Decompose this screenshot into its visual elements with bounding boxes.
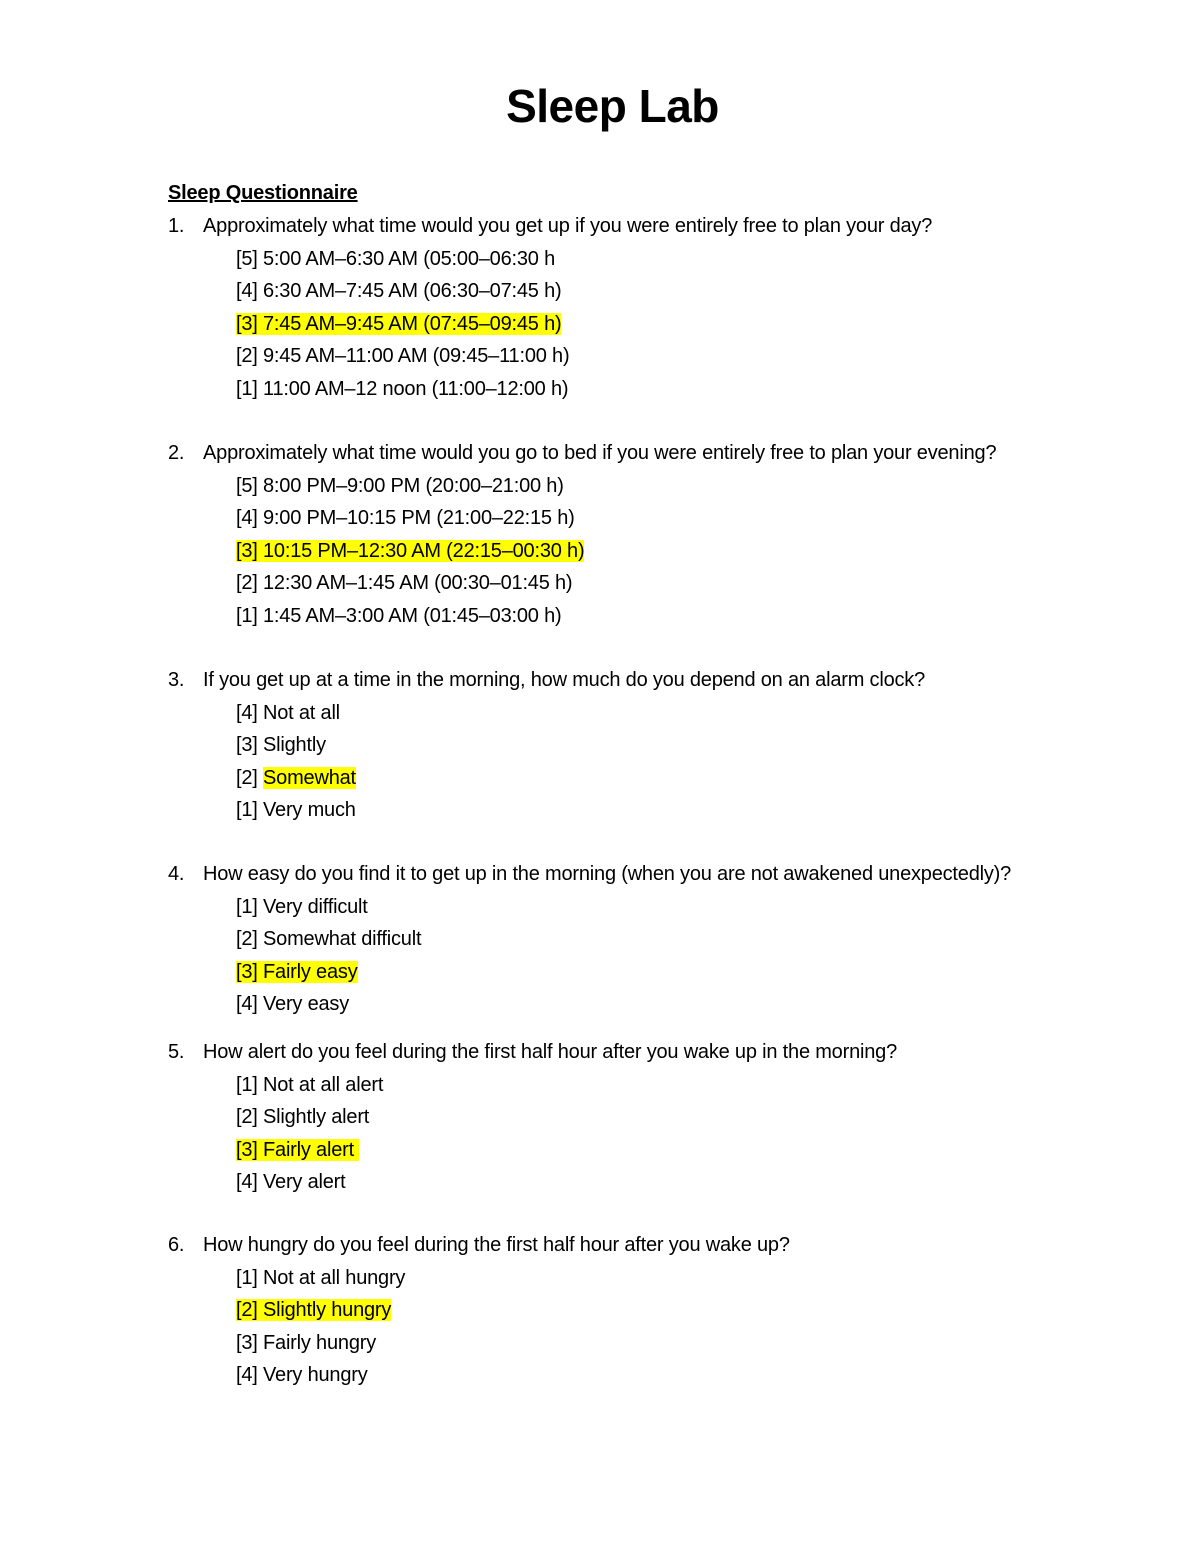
question-number: 3. <box>168 669 185 691</box>
question-number: 4. <box>168 863 185 885</box>
question-number: 2. <box>168 442 185 464</box>
answer-option <box>236 1362 368 1388</box>
option-label: Fairly easy <box>263 960 358 983</box>
option-score: [1] <box>236 1266 258 1289</box>
answer-option <box>236 765 356 791</box>
option-label: Very easy <box>263 993 350 1015</box>
option-score: [3] <box>236 1331 258 1354</box>
option-score: [2] <box>236 928 258 950</box>
answer-option <box>236 1169 345 1195</box>
option-score: [3] <box>236 960 258 983</box>
option-score: [4] <box>236 507 258 529</box>
option-score: [4] <box>236 1171 258 1193</box>
option-label: 10:15 PM–12:30 AM (22:15–00:30 h) <box>263 539 585 562</box>
option-score: [4] <box>236 1364 258 1386</box>
answer-option <box>236 1330 376 1356</box>
answer-option <box>236 1297 391 1323</box>
option-label: 11:00 AM–12 noon (11:00–12:00 h) <box>263 377 569 400</box>
option-score: [5] <box>236 474 258 497</box>
answer-option <box>236 603 561 629</box>
option-label: Not at all <box>263 701 340 724</box>
option-label: 12:30 AM–1:45 AM (00:30–01:45 h) <box>263 572 573 594</box>
option-score: [4] <box>236 280 258 302</box>
answer-option <box>236 991 349 1017</box>
question-text: If you get up at a time in the morning, how much do you depend on an alarm clock? <box>203 669 926 691</box>
option-label: 1:45 AM–3:00 AM (01:45–03:00 h) <box>263 604 562 627</box>
answer-option <box>236 311 561 337</box>
option-score: [4] <box>236 701 258 724</box>
option-score: [2] <box>236 572 258 594</box>
option-label: 5:00 AM–6:30 AM (05:00–06:30 h <box>263 247 555 270</box>
option-score: [2] <box>236 345 258 367</box>
option-label: 8:00 PM–9:00 PM (20:00–21:00 h) <box>263 474 564 497</box>
option-label: Fairly alert <box>263 1138 360 1161</box>
option-label: Fairly hungry <box>263 1331 376 1354</box>
option-score: [1] <box>236 604 258 627</box>
option-label: Slightly <box>263 734 326 756</box>
question-number: 5. <box>168 1041 185 1063</box>
selected-answer-highlight <box>236 540 584 562</box>
question-text: How alert do you feel during the first half hour after you wake up in the morning? <box>203 1041 898 1063</box>
option-label: Very much <box>263 799 356 821</box>
option-score: [1] <box>236 377 258 400</box>
option-score: [3] <box>236 734 258 756</box>
option-score: [1] <box>236 799 258 821</box>
answer-option <box>236 894 368 920</box>
answer-option <box>236 797 356 823</box>
option-label: Slightly hungry <box>263 1299 392 1321</box>
selected-answer-highlight <box>236 961 358 983</box>
option-score: [1] <box>236 1073 258 1096</box>
selected-answer-highlight <box>236 1299 391 1321</box>
option-label: Very hungry <box>263 1364 368 1386</box>
option-score: [2] <box>236 1106 258 1128</box>
option-label: 9:00 PM–10:15 PM (21:00–22:15 h) <box>263 507 575 529</box>
answer-option <box>236 700 340 726</box>
selected-answer-highlight <box>236 313 561 335</box>
question-number: 6. <box>168 1234 185 1256</box>
document-title: Sleep Lab <box>506 80 719 132</box>
option-label: Slightly alert <box>263 1106 370 1128</box>
option-label: 7:45 AM–9:45 AM (07:45–09:45 h) <box>263 312 562 335</box>
answer-option <box>236 732 326 758</box>
selected-answer-highlight <box>236 1139 359 1161</box>
question-text: Approximately what time would you get up if you were entirely free to plan your day? <box>203 215 933 237</box>
option-score: [3] <box>236 312 258 335</box>
answer-option <box>236 1104 369 1130</box>
option-score: [2] <box>236 766 258 789</box>
question-text: How hungry do you feel during the first half hour after you wake up? <box>203 1234 790 1256</box>
answer-option <box>236 538 584 564</box>
answer-option <box>236 926 421 952</box>
option-label: 6:30 AM–7:45 AM (06:30–07:45 h) <box>263 280 562 302</box>
option-label: Not at all hungry <box>263 1266 406 1289</box>
answer-option <box>236 1265 405 1291</box>
selected-answer-highlight: Somewhat <box>263 766 356 789</box>
answer-option <box>236 278 561 304</box>
answer-option <box>236 473 564 499</box>
option-label: Somewhat difficult <box>263 928 422 950</box>
question-text: Approximately what time would you go to bed if you were entirely free to plan your evening? <box>203 442 997 464</box>
answer-option <box>236 570 572 596</box>
option-label: Very alert <box>263 1171 346 1193</box>
option-label: 9:45 AM–11:00 AM (09:45–11:00 h) <box>263 345 570 367</box>
option-label: Very difficult <box>263 895 368 918</box>
option-label: Not at all alert <box>263 1073 384 1096</box>
answer-option <box>236 376 568 402</box>
option-score: [5] <box>236 247 258 270</box>
answer-option <box>236 505 575 531</box>
answer-option <box>236 343 569 369</box>
question-text: How easy do you find it to get up in the morning (when you are not awakened unexpectedly)? <box>203 863 1012 885</box>
answer-option <box>236 1137 359 1163</box>
answer-option <box>236 959 358 985</box>
questionnaire-heading: Sleep Questionnaire <box>168 182 358 204</box>
answer-option <box>236 246 555 272</box>
question-number: 1. <box>168 215 185 237</box>
option-score: [4] <box>236 993 258 1015</box>
option-score: [3] <box>236 539 258 562</box>
option-score: [3] <box>236 1138 258 1161</box>
option-score: [1] <box>236 895 258 918</box>
option-score: [2] <box>236 1299 258 1321</box>
answer-option <box>236 1072 383 1098</box>
